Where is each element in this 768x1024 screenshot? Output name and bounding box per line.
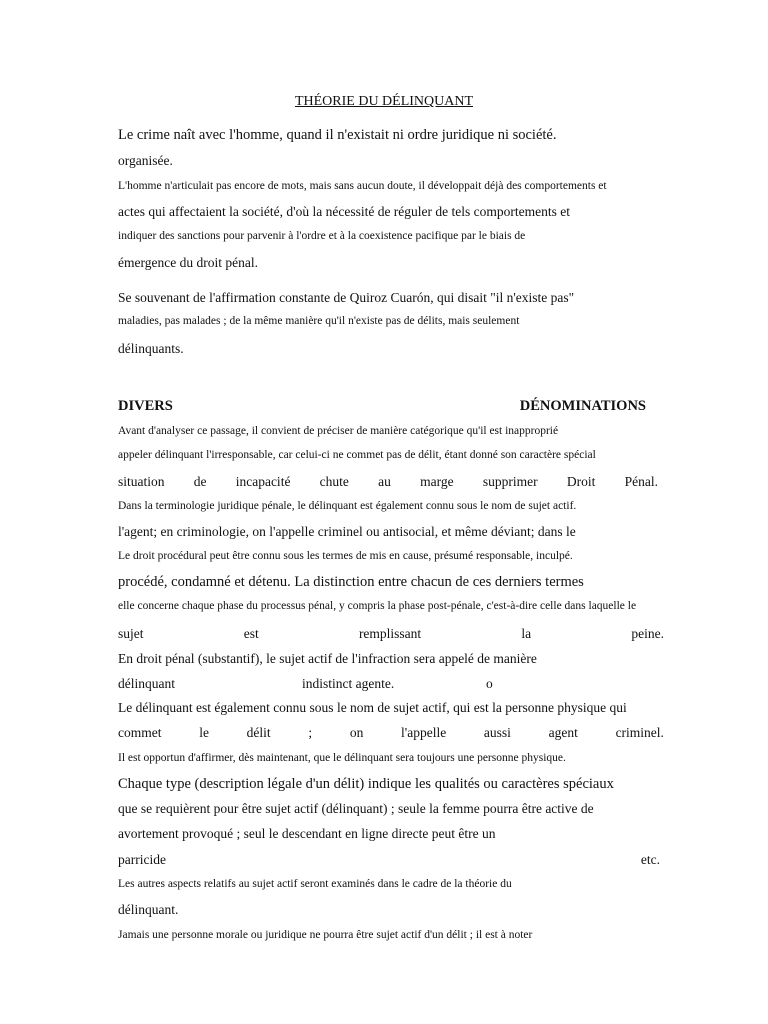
word: la xyxy=(521,626,532,641)
paragraph-line: Chaque type (description légale d'un délit) indique les qualités ou caractères spéciaux xyxy=(118,776,614,792)
justified-line xyxy=(118,725,664,741)
word: Pénal. xyxy=(624,474,658,489)
word: etc. xyxy=(640,852,660,867)
paragraph-line: que se requièrent pour être sujet actif (délinquant) ; seule la femme pourra être active de xyxy=(118,801,594,816)
paragraph-line: Avant d'analyser ce passage, il convient de préciser de manière catégorique qu'il est inapproprié xyxy=(118,425,559,437)
word: marge xyxy=(420,474,454,489)
heading-left: DIVERS xyxy=(118,398,173,414)
justified-line xyxy=(118,474,658,490)
word: situation xyxy=(118,474,165,489)
word: indistinct agente. xyxy=(302,676,395,691)
word: supprimer xyxy=(482,474,538,489)
paragraph-line: appeler délinquant l'irresponsable, car celui-ci ne commet pas de délit, étant donné son caractère spécial xyxy=(118,449,596,461)
paragraph-line: indiquer des sanctions pour parvenir à l'ordre et à la coexistence pacifique par le biais de xyxy=(118,230,526,242)
paragraph-line: Se souvenant de l'affirmation constante de Quiroz Cuarón, qui disait "il n'existe pas" xyxy=(118,290,575,305)
word: commet xyxy=(118,725,162,740)
word: o xyxy=(486,676,493,691)
paragraph-line: émergence du droit pénal. xyxy=(118,255,258,270)
paragraph-line: Jamais une personne morale ou juridique ne pourra être sujet actif d'un délit ; il est à noter xyxy=(118,929,533,941)
word: parricide xyxy=(118,852,166,867)
justified-line xyxy=(118,626,664,642)
paragraph-line: maladies, pas malades ; de la même manière qu'il n'existe pas de délits, mais seulement xyxy=(118,315,520,327)
word: criminel. xyxy=(615,725,664,740)
word: ; xyxy=(308,725,313,740)
paragraph-line: Le délinquant est également connu sous le nom de sujet actif, qui est la personne physique qui xyxy=(118,700,627,715)
document-title: THÉORIE DU DÉLINQUANT xyxy=(294,94,474,109)
word: Droit xyxy=(566,474,596,489)
paragraph-line: l'agent; en criminologie, on l'appelle criminel ou antisocial, et même déviant; dans le xyxy=(118,524,576,539)
paragraph-line: Le crime naît avec l'homme, quand il n'existait ni ordre juridique ni société. xyxy=(118,127,557,143)
paragraph-line: actes qui affectaient la société, d'où la nécessité de réguler de tels comportements et xyxy=(118,204,570,219)
paragraph-line: Dans la terminologie juridique pénale, le délinquant est également connu sous le nom de sujet actif. xyxy=(118,500,577,512)
heading-right: DÉNOMINATIONS xyxy=(519,398,646,414)
justified-line xyxy=(118,852,660,868)
word: remplissant xyxy=(358,626,422,641)
word: aussi xyxy=(483,725,511,740)
word: incapacité xyxy=(235,474,291,489)
word: on xyxy=(349,725,364,740)
paragraph-line: délinquants. xyxy=(118,341,184,356)
word: le xyxy=(199,725,209,740)
word: sujet xyxy=(118,626,144,641)
paragraph-line: délinquant. xyxy=(118,902,179,917)
section-heading xyxy=(118,398,646,415)
word: au xyxy=(378,474,391,489)
word: l'appelle xyxy=(401,725,447,740)
paragraph-line: Les autres aspects relatifs au sujet actif seront examinés dans le cadre de la théorie du xyxy=(118,878,512,890)
paragraph-line: L'homme n'articulait pas encore de mots, mais sans aucun doute, il développait déjà des comportements et xyxy=(118,180,607,192)
word: chute xyxy=(319,474,349,489)
paragraph-line: Le droit procédural peut être connu sous les termes de mis en cause, présumé responsable, inculpé. xyxy=(118,550,573,562)
paragraph-line: En droit pénal (substantif), le sujet actif de l'infraction sera appelé de manière xyxy=(118,651,537,666)
paragraph-line: Il est opportun d'affirmer, dès maintenant, que le délinquant sera toujours une personne physique. xyxy=(118,752,566,764)
paragraph-line: avortement provoqué ; seul le descendant en ligne directe peut être un xyxy=(118,826,496,841)
paragraph-line: organisée. xyxy=(118,153,173,168)
word: peine. xyxy=(631,626,664,641)
paragraph-line: elle concerne chaque phase du processus pénal, y compris la phase post-pénale, c'est-à-dire celle dans laquelle le xyxy=(118,600,637,612)
word: délinquant xyxy=(118,676,175,691)
word: est xyxy=(243,626,259,641)
word: de xyxy=(193,474,207,489)
paragraph-line: procédé, condamné et détenu. La distinction entre chacun de ces derniers termes xyxy=(118,574,584,590)
word: agent xyxy=(548,725,578,740)
word: délit xyxy=(246,725,271,740)
